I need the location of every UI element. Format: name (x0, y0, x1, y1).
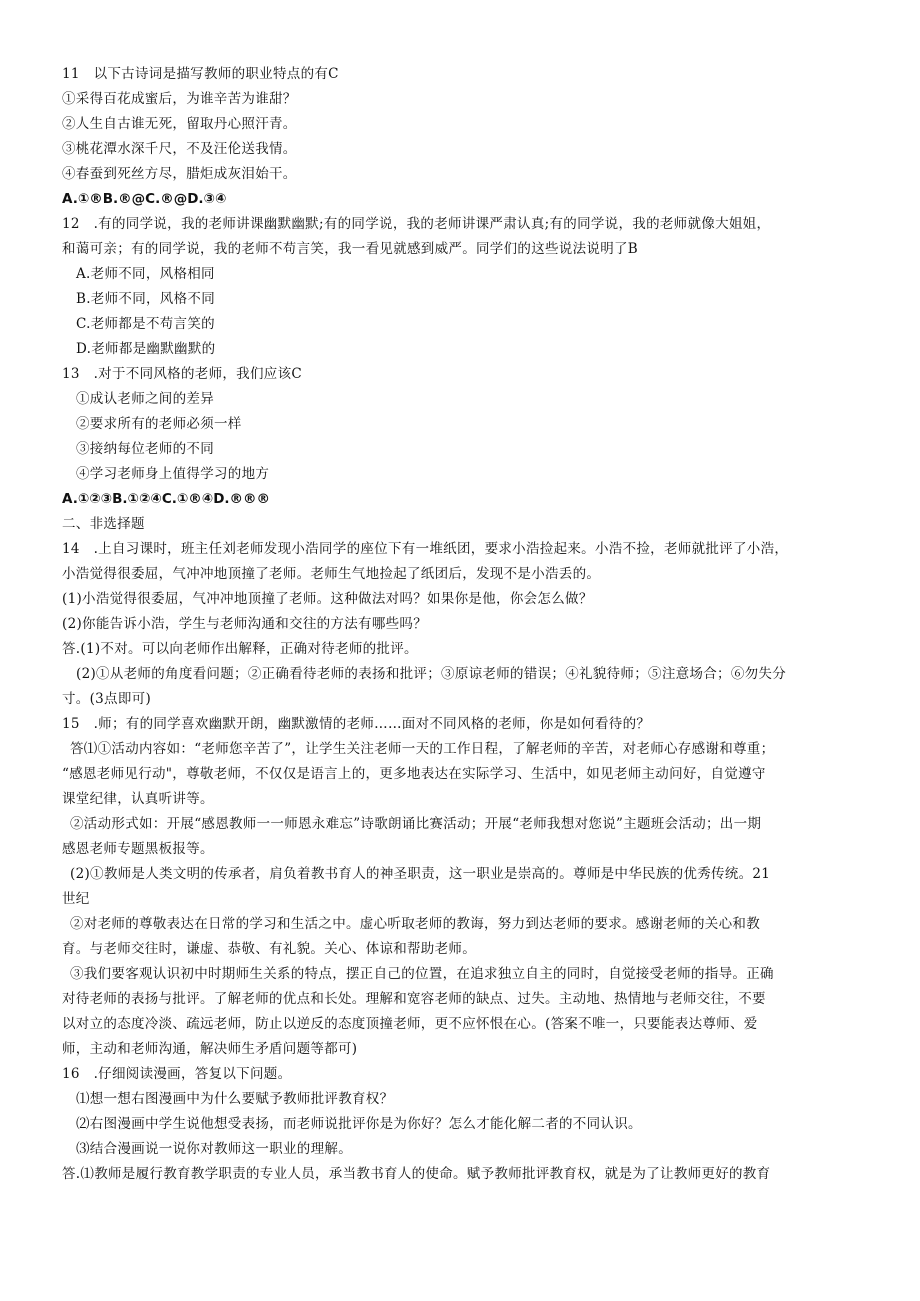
question-14-stem-cont: 小浩觉得很委屈，气冲冲地顶撞了老师。老师生气地捡起了纸团后，发现不是小浩丢的。 (62, 566, 601, 582)
question-15-answer-1b: ②活动形式如：开展“感恩教师一一师恩永难忘”诗歌朗诵比赛活动；开展“老师我想对您说”主题班会活动；出一期 (70, 816, 762, 832)
question-16-answer-1: 答.⑴教师是履行教育教学职责的专业人员，承当教书育人的使命。赋予教师批评教育权，就是为了让教师更好的教育 (62, 1166, 771, 1182)
question-12-stem-cont: 和蔼可亲；有的同学说，我的老师不苟言笑，我一看见就感到威严。同学们的这些说法说明了B (62, 241, 639, 257)
question-15-answer-2a: (2)①教师是人类文明的传承者，肩负着教书育人的神圣职责，这一职业是崇高的。尊师是中华民族的优秀传统。21 (70, 866, 771, 882)
question-14-sub-2: (2)你能告诉小浩，学生与老师沟通和交往的方法有哪些吗？ (62, 616, 428, 632)
question-15-answer-1a-end: 课堂纪律，认真听讲等。 (62, 791, 214, 807)
question-11-choices: A.①®B.®@C.®@D.③④ (62, 191, 227, 207)
question-14-stem: 14 .上自习课时，班主任刘老师发现小浩同学的座位下有一堆纸团，要求小浩捡起来。小浩不捡，老师就批评了小浩， (62, 541, 789, 557)
question-14-answer-2-cont: 寸。(3点即可) (62, 691, 152, 707)
question-15-answer-2c-cont-3: 师，主动和老师沟通，解决师生矛盾问题等都可) (62, 1041, 358, 1057)
question-15-answer-2a-cont: 世纪 (62, 891, 90, 907)
question-13-stem: 13 .对于不同风格的老师，我们应该C (62, 366, 302, 382)
question-13-option-4: ④学习老师身上值得学习的地方 (76, 466, 270, 482)
question-11-option-2: ②人生自古谁无死，留取丹心照汗青。 (62, 116, 297, 132)
question-15-answer-1a-cont: “感恩老师见行动"，尊敬老师，不仅仅是语言上的，更多地表达在实际学习、生活中，如见老师主动问好，自觉遵守 (62, 766, 766, 782)
question-11-option-3: ③桃花潭水深千尺，不及汪伦送我情。 (62, 141, 297, 157)
question-16-sub-2: ⑵右图漫画中学生说他想受表扬，而老师说批评你是为你好？怎么才能化解二者的不同认识。 (76, 1116, 642, 1132)
question-12-choice-d: D.老师都是幽默幽默的 (76, 341, 216, 357)
question-14-answer-2: (2)①从老师的角度看问题；②正确看待老师的表扬和批评；③原谅老师的错误；④礼貌待师；⑤注意场合；⑥勿失分 (76, 666, 787, 682)
question-15-answer-2b-cont: 育。与老师交往时，谦虚、恭敬、有礼貌。关心、体谅和帮助老师。 (62, 941, 476, 957)
question-13-choices: A.①②③B.①②④C.①®④D.®®® (62, 491, 271, 507)
question-16-stem: 16 .仔细阅读漫画，答复以下问题。 (62, 1066, 292, 1082)
question-15-answer-1b-cont: 感恩老师专题黑板报等。 (62, 841, 214, 857)
question-15-answer-2b: ②对老师的尊敬表达在日常的学习和生活之中。虚心听取老师的教诲，努力到达老师的要求。感谢老师的关心和教 (70, 916, 760, 932)
section-heading: 二、非选择题 (62, 516, 145, 532)
question-13-option-3: ③接纳每位老师的不同 (76, 441, 214, 457)
question-15-answer-2c-cont-1: 对待老师的表扬与批评。了解老师的优点和长处。理解和宽容老师的缺点、过失。主动地、热情地与老师交往，不要 (62, 991, 766, 1007)
question-15-answer-2c-cont-2: 以对立的态度冷淡、疏远老师，防止以逆反的态度顶撞老师，更不应怀恨在心。(答案不唯一，只要能表达尊师、爱 (62, 1016, 758, 1032)
question-13-option-2: ②要求所有的老师必须一样 (76, 416, 242, 432)
question-12-choice-c: C.老师都是不苟言笑的 (76, 316, 215, 332)
question-15-stem: 15 .师；有的同学喜欢幽默开朗，幽默激情的老师……面对不同风格的老师，你是如何看待的？ (62, 716, 651, 732)
question-12-stem: 12 .有的同学说，我的老师讲课幽默幽默;有的同学说，我的老师讲课严肃认真;有的同学说，我的老师就像大姐姐， (62, 216, 771, 232)
question-12-choice-b: B.老师不同，风格不同 (76, 291, 216, 307)
question-16-sub-1: ⑴想一想右图漫画中为什么要赋予教师批评教育权？ (76, 1091, 394, 1107)
question-11-option-1: ①采得百花成蜜后，为谁辛苦为谁甜？ (62, 91, 297, 107)
question-16-sub-3: ⑶结合漫画说一说你对教师这一职业的理解。 (76, 1141, 352, 1157)
question-14-answer-1: 答.(1)不对。可以向老师作出解释，正确对待老师的批评。 (62, 641, 418, 657)
question-15-answer-2c: ③我们要客观认识初中时期师生关系的特点，摆正自己的位置，在追求独立自主的同时，自觉接受老师的指导。正确 (70, 966, 774, 982)
question-11-stem: 11 以下古诗词是描写教师的职业特点的有C (62, 66, 339, 82)
question-15-answer-1a: 答⑴①活动内容如：“老师您辛苦了”，让学生关注老师一天的工作日程，了解老师的辛苦，对老师心存感谢和尊重； (70, 741, 775, 757)
question-12-choice-a: A.老师不同，风格相同 (76, 266, 215, 282)
question-13-option-1: ①成认老师之间的差异 (76, 391, 214, 407)
question-11-option-4: ④春蚕到死丝方尽，腊炬成灰泪始干。 (62, 166, 297, 182)
question-14-sub-1: (1)小浩觉得很委屈，气冲冲地顶撞了老师。这种做法对吗？如果你是他，你会怎么做？ (62, 591, 593, 607)
